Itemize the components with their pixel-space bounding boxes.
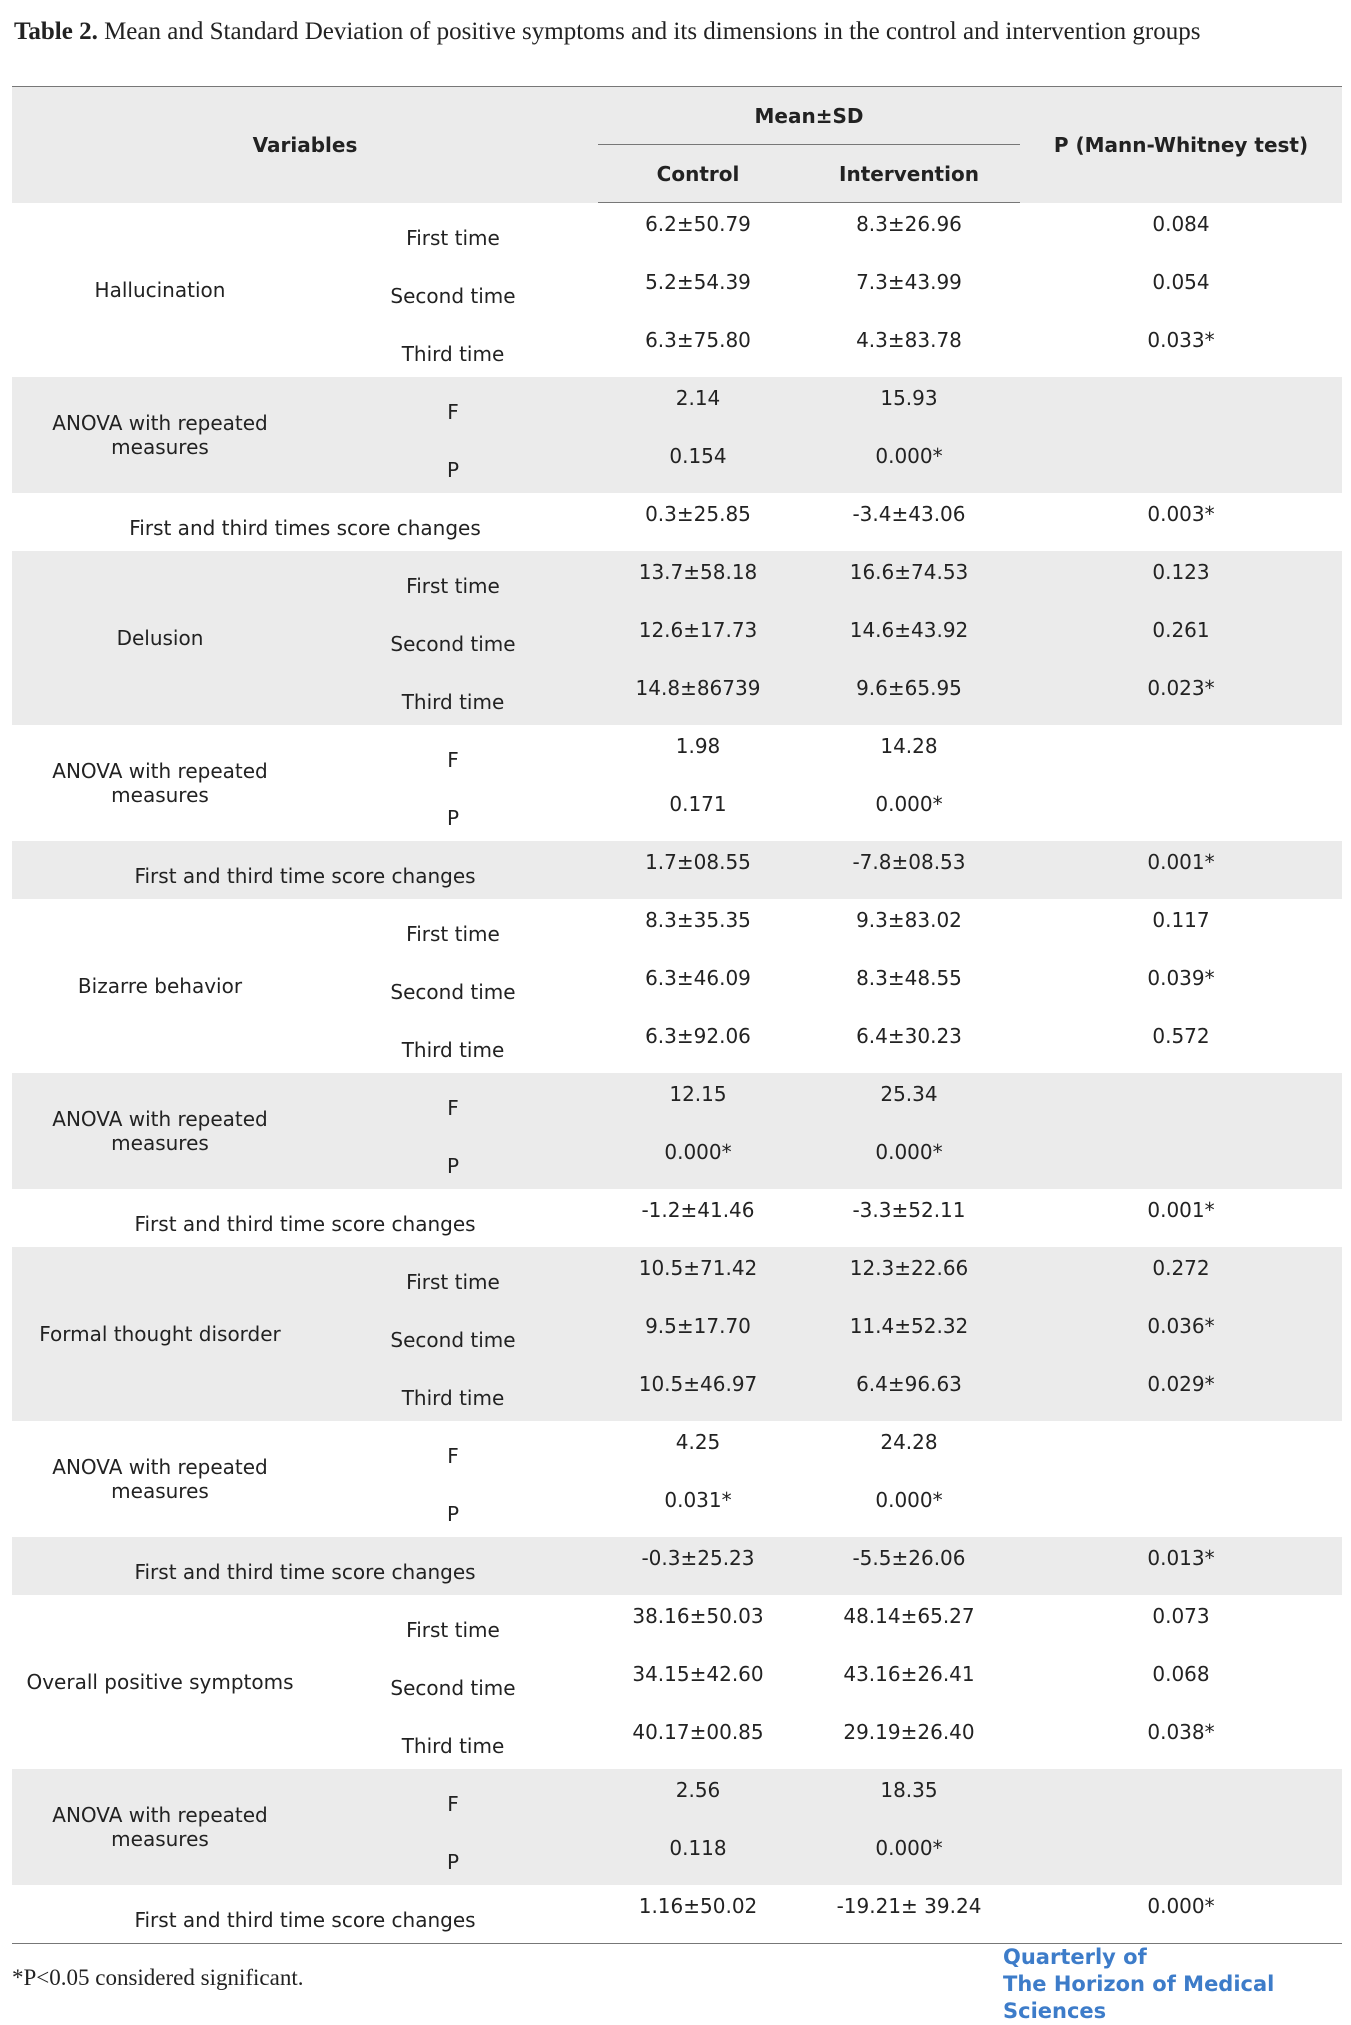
- cell-control: 8.3±35.35: [645, 908, 751, 932]
- cell-intervention: 9.6±65.95: [798, 667, 1020, 725]
- row-variable: Delusion: [12, 551, 308, 725]
- table-caption-label: Table 2.: [14, 18, 98, 45]
- table-row: [12, 841, 1342, 899]
- cell-p: 0.036*: [1020, 1305, 1342, 1363]
- cell-intervention: 18.35: [798, 1769, 1020, 1827]
- cell-intervention: 12.3±22.66: [798, 1247, 1020, 1305]
- cell-p: 0.001*: [1147, 1198, 1215, 1222]
- cell-intervention: 14.28: [880, 734, 938, 758]
- cell-control: 1.98: [675, 734, 721, 758]
- journal-logo: [1003, 1944, 1351, 2025]
- row-variable: First and third time score changes: [12, 1885, 598, 1944]
- header-intervention: Intervention: [798, 145, 1020, 203]
- cell-control: 1.16±50.02: [598, 1885, 798, 1944]
- table-row: [12, 1073, 1342, 1131]
- table-caption-text: Mean and Standard Deviation of positive symptoms and its dimensions in the control and intervention groups: [97, 18, 1201, 45]
- row-time: Third time: [308, 667, 598, 725]
- table-row: [12, 203, 1342, 262]
- row-time: First time: [406, 1618, 500, 1642]
- cell-p: 0.123: [1020, 551, 1342, 609]
- cell-p: 0.068: [1152, 1662, 1210, 1686]
- cell-intervention: 48.14±65.27: [843, 1604, 975, 1628]
- row-time: Third time: [308, 1363, 598, 1421]
- table-row: [12, 1885, 1342, 1944]
- cell-control: 6.2±50.79: [645, 212, 751, 236]
- cell-control: 0.3±25.85: [645, 502, 751, 526]
- cell-control: 5.2±54.39: [645, 270, 751, 294]
- table-row: [12, 1247, 1342, 1305]
- cell-intervention: 4.3±83.78: [856, 328, 962, 352]
- journal-logo-line1: Quarterly of: [1003, 1945, 1147, 1969]
- row-stat: F: [308, 1769, 598, 1827]
- row-time: Second time: [390, 980, 516, 1004]
- table-row: [12, 1421, 1342, 1479]
- cell-intervention: 9.3±83.02: [856, 908, 962, 932]
- cell-p: 0.117: [1152, 908, 1210, 932]
- row-time: Second time: [390, 1676, 516, 1700]
- cell-control: 6.3±46.09: [645, 966, 751, 990]
- row-time: First time: [308, 551, 598, 609]
- cell-control: 6.3±75.80: [645, 328, 751, 352]
- row-variable: Hallucination: [94, 277, 226, 302]
- table-caption: [14, 18, 1200, 46]
- cell-intervention: 8.3±26.96: [856, 212, 962, 236]
- table-row: [12, 1595, 1342, 1653]
- cell-p: 0.073: [1152, 1604, 1210, 1628]
- cell-intervention: 24.28: [880, 1430, 938, 1454]
- cell-p: [1020, 1479, 1342, 1537]
- row-stat: F: [447, 1444, 459, 1468]
- row-variable: ANOVA with repeated measures: [52, 1455, 268, 1503]
- cell-intervention: 7.3±43.99: [856, 270, 962, 294]
- table-row: [12, 1769, 1342, 1827]
- table-row: [12, 725, 1342, 783]
- cell-p: 0.029*: [1020, 1363, 1342, 1421]
- cell-p: 0.572: [1152, 1024, 1210, 1048]
- row-time: Third time: [401, 1038, 505, 1062]
- cell-control: 1.7±08.55: [598, 841, 798, 899]
- row-variable: First and third times score changes: [129, 516, 481, 540]
- results-table: [12, 86, 1342, 1944]
- cell-p: 0.033*: [1147, 328, 1215, 352]
- cell-p: 0.038*: [1147, 1720, 1215, 1744]
- header-mean-sd-rule: [598, 144, 1020, 145]
- cell-control: -0.3±25.23: [598, 1537, 798, 1595]
- row-time: Second time: [308, 609, 598, 667]
- cell-p: 0.039*: [1147, 966, 1215, 990]
- cell-control: 10.5±71.42: [598, 1247, 798, 1305]
- cell-intervention: 29.19±26.40: [843, 1720, 975, 1744]
- row-time: First time: [406, 922, 500, 946]
- row-stat: P: [446, 1502, 460, 1526]
- cell-intervention: -7.8±08.53: [798, 841, 1020, 899]
- cell-p: [1020, 783, 1342, 841]
- cell-control: 13.7±58.18: [598, 551, 798, 609]
- cell-intervention: 6.4±30.23: [856, 1024, 962, 1048]
- row-time: Second time: [308, 1305, 598, 1363]
- cell-p: 0.001*: [1020, 841, 1342, 899]
- cell-intervention: 0.000*: [875, 1488, 943, 1512]
- cell-intervention: 6.4±96.63: [798, 1363, 1020, 1421]
- row-variable: Formal thought disorder: [12, 1247, 308, 1421]
- cell-intervention: -3.4±43.06: [852, 502, 966, 526]
- cell-control: 0.031*: [664, 1488, 732, 1512]
- cell-intervention: 0.000*: [875, 792, 943, 816]
- cell-intervention: 43.16±26.41: [843, 1662, 975, 1686]
- cell-control: 14.8±86739: [598, 667, 798, 725]
- header-mean-sd-label: Mean±SD: [754, 103, 864, 128]
- row-time: Second time: [390, 284, 516, 308]
- cell-intervention: 16.6±74.53: [798, 551, 1020, 609]
- row-stat: P: [308, 435, 598, 493]
- row-variable: Bizarre behavior: [77, 974, 243, 998]
- cell-control: 10.5±46.97: [598, 1363, 798, 1421]
- cell-intervention: 0.000*: [798, 435, 1020, 493]
- cell-control: 12.15: [598, 1073, 798, 1131]
- table-row: [12, 1189, 1342, 1247]
- table-row: [12, 899, 1342, 957]
- row-stat: P: [446, 806, 460, 830]
- header-control: Control: [598, 145, 798, 203]
- table-row: [12, 493, 1342, 551]
- row-stat: F: [447, 748, 459, 772]
- row-variable: First and third time score changes: [12, 841, 598, 899]
- row-variable: First and third time score changes: [12, 1537, 598, 1595]
- row-time: Third time: [401, 342, 505, 366]
- cell-control: 0.154: [598, 435, 798, 493]
- cell-intervention: -19.21± 39.24: [798, 1885, 1020, 1944]
- cell-p: 0.003*: [1147, 502, 1215, 526]
- row-time: First time: [308, 1247, 598, 1305]
- journal-logo-line2: The Horizon of Medical Sciences: [1003, 1972, 1275, 2023]
- row-variable: ANOVA with repeated measures: [12, 377, 308, 493]
- row-variable: ANOVA with repeated measures: [52, 759, 268, 807]
- cell-intervention: 11.4±52.32: [798, 1305, 1020, 1363]
- cell-p: 0.013*: [1020, 1537, 1342, 1595]
- cell-control: -1.2±41.46: [641, 1198, 755, 1222]
- cell-control: 40.17±00.85: [632, 1720, 764, 1744]
- cell-p: [1020, 1769, 1342, 1827]
- cell-p: [1020, 1827, 1342, 1885]
- cell-p: [1020, 377, 1342, 435]
- cell-control: 4.25: [675, 1430, 721, 1454]
- row-stat: P: [308, 1131, 598, 1189]
- cell-p: 0.084: [1152, 211, 1210, 236]
- cell-p: [1020, 1421, 1342, 1479]
- cell-intervention: 0.000*: [798, 1131, 1020, 1189]
- cell-p: 0.261: [1020, 609, 1342, 667]
- cell-intervention: -5.5±26.06: [798, 1537, 1020, 1595]
- cell-control: 34.15±42.60: [632, 1662, 764, 1686]
- row-variable: ANOVA with repeated measures: [12, 1769, 308, 1885]
- table-footnote: *P<0.05 considered significant.: [12, 1965, 304, 1990]
- row-variable: ANOVA with repeated measures: [12, 1073, 308, 1189]
- cell-p: 0.272: [1020, 1247, 1342, 1305]
- table-row: [12, 551, 1342, 609]
- cell-control: 0.118: [598, 1827, 798, 1885]
- cell-p: [1020, 435, 1342, 493]
- cell-control: 0.000*: [598, 1131, 798, 1189]
- cell-intervention: 25.34: [798, 1073, 1020, 1131]
- row-variable: Overall positive symptoms: [26, 1670, 294, 1694]
- header-mean-sd: [598, 87, 1020, 145]
- header-p-test: P (Mann-Whitney test): [1020, 87, 1342, 203]
- header-variables: Variables: [12, 87, 598, 203]
- table-row: [12, 1537, 1342, 1595]
- cell-p: [1020, 1073, 1342, 1131]
- cell-intervention: 8.3±48.55: [856, 966, 962, 990]
- cell-control: 2.56: [598, 1769, 798, 1827]
- cell-control: 6.3±92.06: [645, 1024, 751, 1048]
- cell-control: 9.5±17.70: [598, 1305, 798, 1363]
- row-stat: P: [308, 1827, 598, 1885]
- cell-p: 0.000*: [1020, 1885, 1342, 1944]
- cell-p: 0.023*: [1020, 667, 1342, 725]
- cell-control: 12.6±17.73: [598, 609, 798, 667]
- row-stat: F: [308, 1073, 598, 1131]
- cell-intervention: 15.93: [798, 377, 1020, 435]
- cell-control: 2.14: [598, 377, 798, 435]
- row-variable: First and third time score changes: [134, 1212, 476, 1236]
- row-time: Third time: [401, 1734, 505, 1758]
- table-row: [12, 377, 1342, 435]
- cell-p: 0.054: [1152, 270, 1210, 294]
- cell-control: 38.16±50.03: [632, 1604, 764, 1628]
- cell-control: 0.171: [669, 792, 727, 816]
- row-time: First time: [406, 225, 500, 250]
- cell-intervention: 14.6±43.92: [798, 609, 1020, 667]
- row-stat: F: [308, 377, 598, 435]
- cell-intervention: -3.3±52.11: [852, 1198, 966, 1222]
- cell-intervention: 0.000*: [798, 1827, 1020, 1885]
- cell-p: [1020, 725, 1342, 783]
- cell-p: [1020, 1131, 1342, 1189]
